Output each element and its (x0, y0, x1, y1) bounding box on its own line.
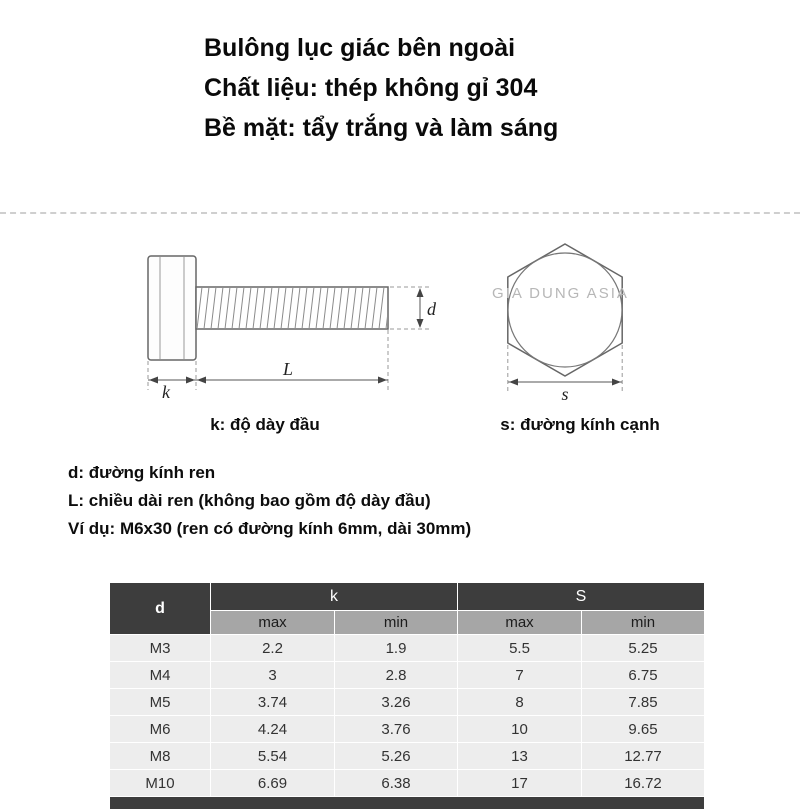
table-cell-k-min: 6.38 (335, 770, 457, 796)
table-cell-s-max: 5.5 (458, 635, 581, 661)
table-cell-s-max: 10 (458, 716, 581, 742)
table-next-row-sliver (110, 797, 704, 809)
technical-diagram (0, 228, 800, 413)
table-cell-s-min: 7.85 (582, 689, 704, 715)
note-line: Ví dụ: M6x30 (ren có đường kính 6mm, dài 30mm) (68, 519, 472, 538)
table-cell-k-min: 3.26 (335, 689, 457, 715)
table-subheader-k-max: max (211, 611, 334, 634)
table-cell-k-max: 3 (211, 662, 334, 688)
dim-label-s: s (561, 384, 569, 404)
table-row-size: M5 (110, 689, 210, 715)
bolt-head (148, 256, 196, 360)
table-cell-k-min: 2.8 (335, 662, 457, 688)
table-row-size: M8 (110, 743, 210, 769)
table-cell-s-min: 6.75 (582, 662, 704, 688)
dim-label-k: k (162, 382, 170, 402)
table-cell-k-max: 3.74 (211, 689, 334, 715)
table-cell-k-max: 2.2 (211, 635, 334, 661)
spec-notes (68, 459, 471, 543)
title-line: Chất liệu: thép không gỉ 304 (204, 74, 538, 102)
table-cell-k-max: 5.54 (211, 743, 334, 769)
spec-table (110, 583, 704, 809)
table-cell-k-max: 4.24 (211, 716, 334, 742)
title-line: Bulông lục giác bên ngoài (204, 34, 516, 62)
table-cell-s-max: 7 (458, 662, 581, 688)
table-header-d: d (110, 583, 210, 634)
dimension-d (390, 287, 437, 329)
dim-label-L: L (282, 359, 294, 379)
thread-hatch (197, 288, 387, 328)
table-cell-k-min: 5.26 (335, 743, 457, 769)
note-line: L: chiều dài ren (không bao gồm độ dày đầu) (68, 491, 431, 510)
watermark-text: GIA DUNG ASIA (492, 285, 629, 302)
bolt-top-view (508, 244, 622, 376)
table-subheader-s-min: min (582, 611, 704, 634)
table-cell-k-min: 3.76 (335, 716, 457, 742)
product-title (204, 28, 558, 148)
table-row-size: M4 (110, 662, 210, 688)
table-cell-s-max: 13 (458, 743, 581, 769)
caption-s: s: đường kính cạnh (500, 415, 660, 434)
table-cell-s-min: 5.25 (582, 635, 704, 661)
table-row-size: M6 (110, 716, 210, 742)
bolt-side-view (148, 256, 388, 360)
table-cell-s-min: 12.77 (582, 743, 704, 769)
title-line: Bề mặt: tẩy trắng và làm sáng (204, 114, 559, 142)
table-subheader-k-min: min (335, 611, 457, 634)
dashed-divider (0, 212, 800, 214)
table-cell-s-min: 16.72 (582, 770, 704, 796)
caption-k: k: độ dày đầu (210, 415, 320, 434)
note-line: d: đường kính ren (68, 463, 216, 482)
table-subheader-s-max: max (458, 611, 581, 634)
hex-outline (508, 244, 622, 376)
table-header-s: S (458, 583, 704, 610)
table-cell-s-max: 8 (458, 689, 581, 715)
table-cell-s-max: 17 (458, 770, 581, 796)
table-row-size: M3 (110, 635, 210, 661)
table-header-k: k (211, 583, 457, 610)
table-cell-s-min: 9.65 (582, 716, 704, 742)
dim-label-d: d (427, 299, 436, 319)
table-cell-k-min: 1.9 (335, 635, 457, 661)
table-row-size: M10 (110, 770, 210, 796)
table-cell-k-max: 6.69 (211, 770, 334, 796)
